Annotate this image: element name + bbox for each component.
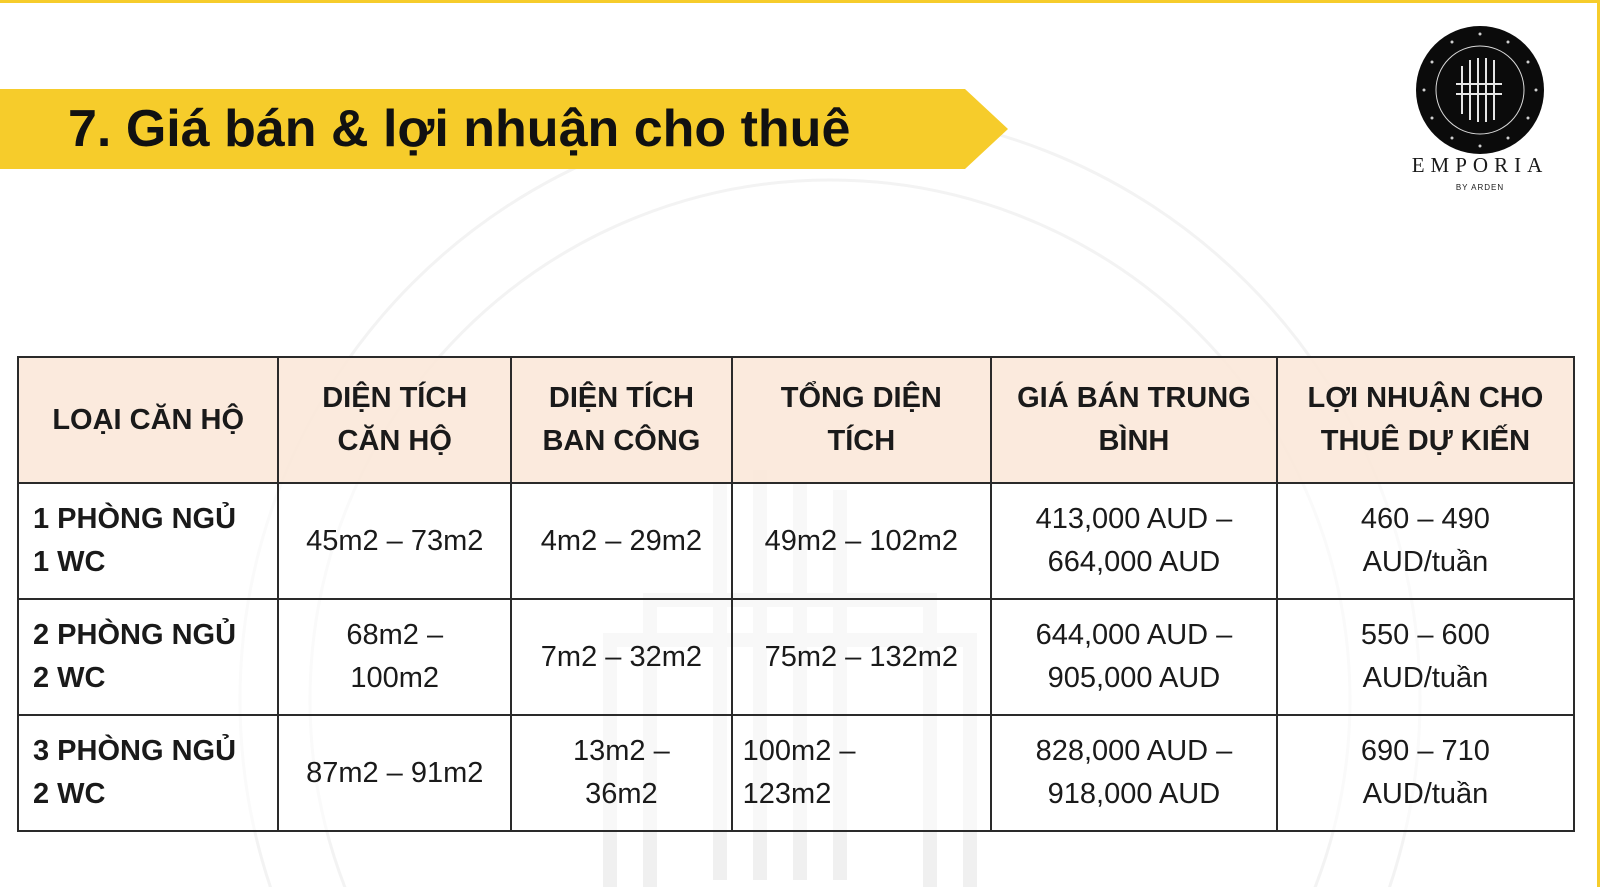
cell-expected-rent: 460 – 490 AUD/tuần [1277, 483, 1574, 599]
cell-apartment-type: 2 PHÒNG NGỦ 2 WC [18, 599, 278, 715]
cell-expected-rent: 550 – 600 AUD/tuần [1277, 599, 1574, 715]
cell-average-price: 828,000 AUD – 918,000 AUD [991, 715, 1277, 831]
logo-brand-sub: BY ARDEN [1455, 183, 1505, 192]
header-average-price: GIÁ BÁN TRUNG BÌNH [991, 357, 1277, 483]
cell-expected-rent: 690 – 710 AUD/tuần [1277, 715, 1574, 831]
header-expected-rent: LỢI NHUẬN CHO THUÊ DỰ KIẾN [1277, 357, 1574, 483]
cell-total-area: 49m2 – 102m2 [732, 483, 991, 599]
cell-apartment-area: 68m2 – 100m2 [278, 599, 511, 715]
cell-average-price: 644,000 AUD – 905,000 AUD [991, 599, 1277, 715]
cell-apartment-area: 87m2 – 91m2 [278, 715, 511, 831]
cell-apartment-area: 45m2 – 73m2 [278, 483, 511, 599]
cell-total-area: 100m2 – 123m2 [732, 715, 991, 831]
header-total-area: TỔNG DIỆN TÍCH [732, 357, 991, 483]
cell-balcony-area: 13m2 – 36m2 [511, 715, 732, 831]
header-apartment-type: LOẠI CĂN HỘ [18, 357, 278, 483]
logo-brand-name: EMPORIA [1411, 153, 1549, 177]
cell-total-area: 75m2 – 132m2 [732, 599, 991, 715]
table-row [18, 715, 1574, 831]
cell-balcony-area: 4m2 – 29m2 [511, 483, 732, 599]
cell-apartment-type: 1 PHÒNG NGỦ 1 WC [18, 483, 278, 599]
pricing-table [17, 356, 1575, 832]
emporia-logo [1400, 22, 1560, 197]
header-balcony-area: DIỆN TÍCH BAN CÔNG [511, 357, 732, 483]
table-row [18, 483, 1574, 599]
cell-apartment-type: 3 PHÒNG NGỦ 2 WC [18, 715, 278, 831]
page-title: 7. Giá bán & lợi nhuận cho thuê [68, 100, 851, 158]
header-apartment-area: DIỆN TÍCH CĂN HỘ [278, 357, 511, 483]
table-row [18, 599, 1574, 715]
cell-balcony-area: 7m2 – 32m2 [511, 599, 732, 715]
table-header-row [18, 357, 1574, 483]
cell-average-price: 413,000 AUD – 664,000 AUD [991, 483, 1277, 599]
logo-seal-icon [1412, 22, 1548, 158]
